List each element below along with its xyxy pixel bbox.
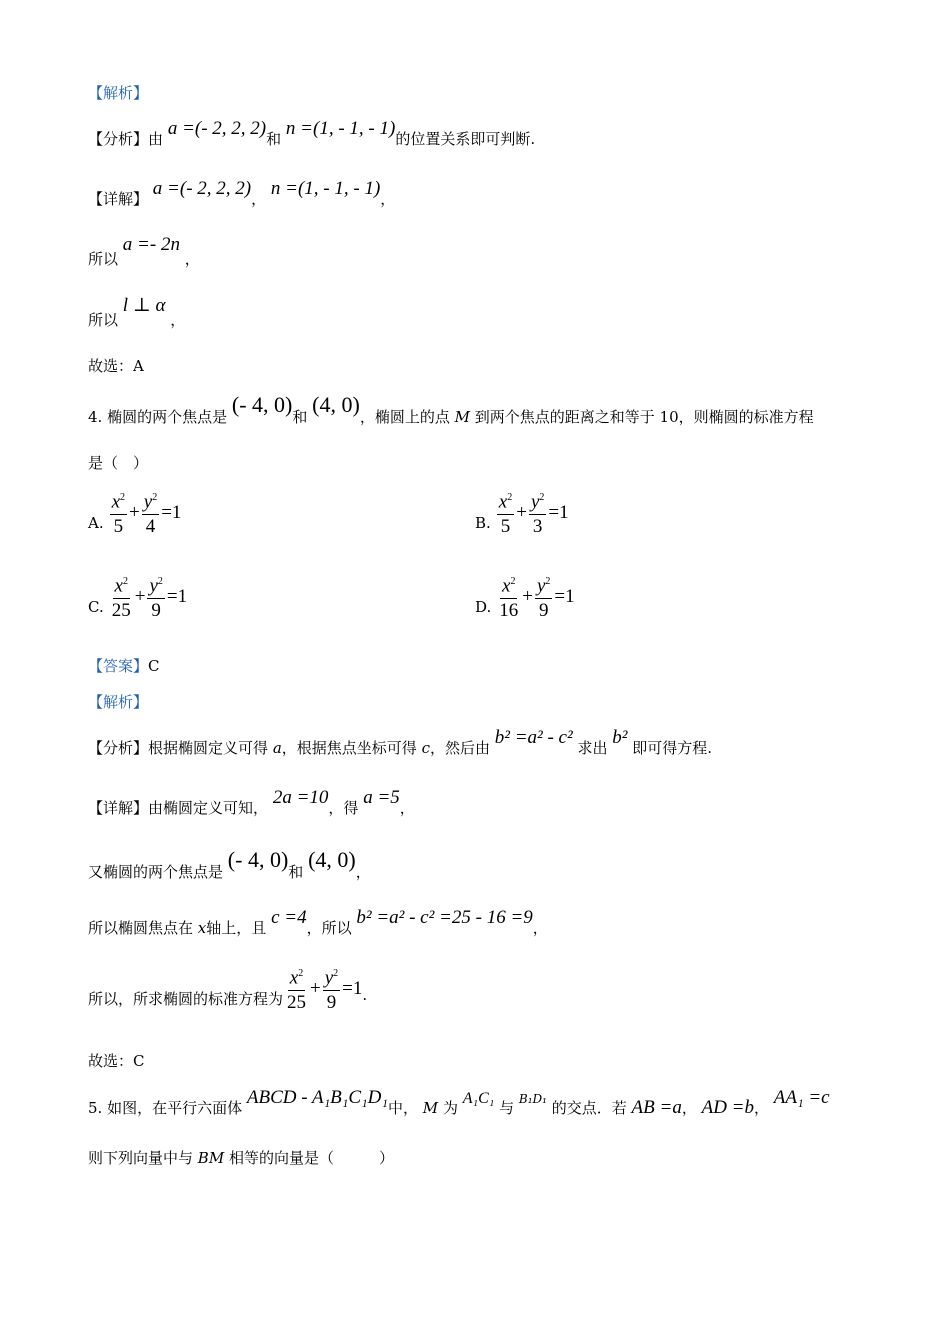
fraction-y: $\frac{y^2}{3}$ — [529, 486, 546, 539]
b-squared: b² — [612, 727, 628, 748]
fenxi-tag: 【分析】 — [88, 739, 149, 757]
var-c: c — [421, 739, 430, 757]
equation-b-squared: b² =a² - c² =25 - 16 =9 — [356, 907, 533, 928]
analysis-line-foci — [88, 847, 371, 883]
fraction-x: $\frac{x^2}{5}$ — [497, 486, 514, 539]
plus: + — [522, 585, 533, 607]
focus-point-2: (4, 0) — [312, 392, 360, 417]
equals-one: =1 — [166, 585, 188, 607]
text: ，根据焦点坐标可得 — [281, 739, 417, 757]
option-d[interactable] — [475, 570, 575, 623]
fraction-y: $\frac{y^2}{4}$ — [142, 486, 159, 539]
choice-line-1: 故选：A — [88, 357, 144, 375]
focus-point-1: (- 4, 0) — [231, 392, 293, 417]
option-label: C. — [88, 597, 104, 616]
text: 和 — [266, 130, 282, 148]
text: 为 — [442, 1099, 458, 1117]
option-c[interactable] — [88, 570, 187, 623]
text: 4. 椭圆的两个焦点是 — [88, 408, 228, 426]
equation-a: a =5 — [363, 787, 400, 808]
text: ， — [399, 799, 415, 817]
text: 5. 如图，在平行六面体 — [88, 1099, 243, 1117]
option-label: D. — [475, 597, 492, 616]
solid-name: ABCD - A₁B₁C₁D₁ — [246, 1087, 388, 1108]
equation-2a: 2a =10 — [272, 787, 329, 808]
text: 相等的向量是（ ） — [228, 1149, 394, 1167]
text: 到两个焦点的距离之和等于 10，则椭圆的标准方程 — [474, 408, 814, 426]
vector-bm: BM — [197, 1149, 225, 1167]
fraction-x: $\frac{x^2}{25}$ — [110, 570, 133, 623]
equation-c: c =4 — [271, 907, 307, 928]
fraction-y: $\frac{y^2}{9}$ — [147, 570, 164, 623]
text: 和 — [288, 863, 304, 881]
focus-point-1: (- 4, 0) — [227, 847, 289, 872]
text: ， — [170, 311, 186, 329]
text: 由 — [148, 130, 164, 148]
xiangjie-tag: 【详解】 — [88, 190, 149, 208]
diagonal-ac: A₁C₁ — [462, 1090, 495, 1107]
text: 中， — [388, 1099, 419, 1117]
text: 即可得方程. — [632, 739, 713, 757]
question-5-line-1: 5. 如图，在平行六面体 ABCD - A₁B₁C₁D₁中， M 为 A₁C₁ 与 $^{B_1D_1}$ 的交点．若 AB =a， AD =b， AA₁ =c — [88, 1087, 830, 1118]
question-4-line-2: 是（ ） — [88, 454, 149, 472]
equals-one: =1 — [342, 977, 363, 999]
vector-n-math: n =(1, - 1, - 1) — [270, 178, 381, 199]
analysis-line-fenxi-1 — [88, 118, 536, 150]
point-m: M — [454, 408, 470, 426]
option-label: A. — [88, 513, 104, 532]
analysis-line-suoyi-1 — [88, 234, 200, 270]
analysis-heading-2 — [88, 691, 148, 712]
text: 与 — [499, 1099, 515, 1117]
text: 所以 — [88, 311, 119, 329]
diagonal-bd: B₁D₁ — [518, 1092, 547, 1106]
option-label: B. — [475, 513, 491, 532]
analysis-heading-1 — [88, 82, 148, 103]
answer-line — [88, 655, 160, 676]
plus: + — [134, 585, 146, 607]
text: 的位置关系即可判断. — [395, 130, 536, 148]
analysis-line-xiangjie-2 — [88, 787, 415, 819]
option-b[interactable] — [475, 486, 569, 539]
text: 所以椭圆焦点在 — [88, 919, 194, 937]
relation-math: a =- 2n — [122, 234, 180, 255]
vector-n-math: n =(1, - 1, - 1) — [285, 118, 396, 139]
var-x: x — [197, 919, 207, 937]
text: ， — [251, 190, 267, 208]
plus: + — [516, 501, 527, 523]
plus: + — [310, 977, 321, 999]
text: 又椭圆的两个焦点是 — [88, 863, 224, 881]
analysis-line-suoyi-2 — [88, 295, 186, 331]
text: ， — [380, 190, 396, 208]
vector-a-math: a =(- 2, 2, 2) — [167, 118, 267, 139]
analysis-tag: 【解析】 — [88, 693, 149, 711]
text: ，所以 — [306, 919, 352, 937]
answer-value: C — [148, 657, 160, 675]
fenxi-tag: 【分析】 — [88, 130, 149, 148]
analysis-line-fenxi-2 — [88, 727, 713, 759]
text: 所以，所求椭圆的标准方程为 — [88, 990, 284, 1009]
fraction-y: $\frac{y^2}{9}$ — [323, 962, 340, 1015]
vector-a-math: a =(- 2, 2, 2) — [152, 178, 252, 199]
fraction-x: $\frac{x^2}{5}$ — [110, 486, 127, 539]
text: 和 — [292, 408, 308, 426]
focus-point-2: (4, 0) — [308, 847, 356, 872]
question-4-line-1 — [88, 392, 814, 428]
text: 根据椭圆定义可得 — [148, 739, 269, 757]
question-5-line-2 — [88, 1147, 394, 1168]
text: ， — [184, 250, 200, 268]
text: ，椭圆上的点 — [359, 408, 450, 426]
text: ，得 — [328, 799, 359, 817]
fraction-x: $\frac{x^2}{16}$ — [497, 570, 520, 623]
choice-line-2: 故选：C — [88, 1052, 145, 1070]
perpendicular-math: l ⊥ α — [122, 295, 166, 316]
text: 所以 — [88, 250, 119, 268]
var-a: a — [272, 739, 282, 757]
xiangjie-tag: 【详解】 — [88, 799, 149, 817]
text: ，然后由 — [429, 739, 490, 757]
vector-ab: AB =a — [631, 1097, 682, 1118]
equals-one: =1 — [554, 585, 575, 607]
text: ， — [532, 919, 548, 937]
equals-one: =1 — [161, 501, 182, 523]
vector-aa1: AA₁ =c — [773, 1087, 830, 1108]
text: ， — [355, 863, 371, 881]
vector-ad: AD =b — [701, 1097, 755, 1118]
plus: + — [129, 501, 140, 523]
answer-tag: 【答案】 — [88, 657, 149, 675]
analysis-line-result — [88, 962, 367, 1015]
analysis-tag: 【解析】 — [88, 84, 149, 102]
text: 由椭圆定义可知， — [148, 799, 269, 817]
analysis-line-xiangjie-1 — [88, 178, 396, 210]
fraction-x: $\frac{x^2}{25}$ — [285, 962, 308, 1015]
text: 求出 — [577, 739, 608, 757]
equals-one: =1 — [548, 501, 569, 523]
point-m: M — [422, 1099, 439, 1117]
option-a[interactable] — [88, 486, 181, 539]
relation-formula: b² =a² - c² — [494, 727, 573, 748]
fraction-y: $\frac{y^2}{9}$ — [535, 570, 552, 623]
text: . — [362, 985, 368, 1004]
analysis-line-compute-b — [88, 907, 548, 939]
text: 则下列向量中与 — [88, 1149, 194, 1167]
text: 轴上，且 — [206, 919, 267, 937]
text: 的交点．若 — [551, 1099, 627, 1117]
